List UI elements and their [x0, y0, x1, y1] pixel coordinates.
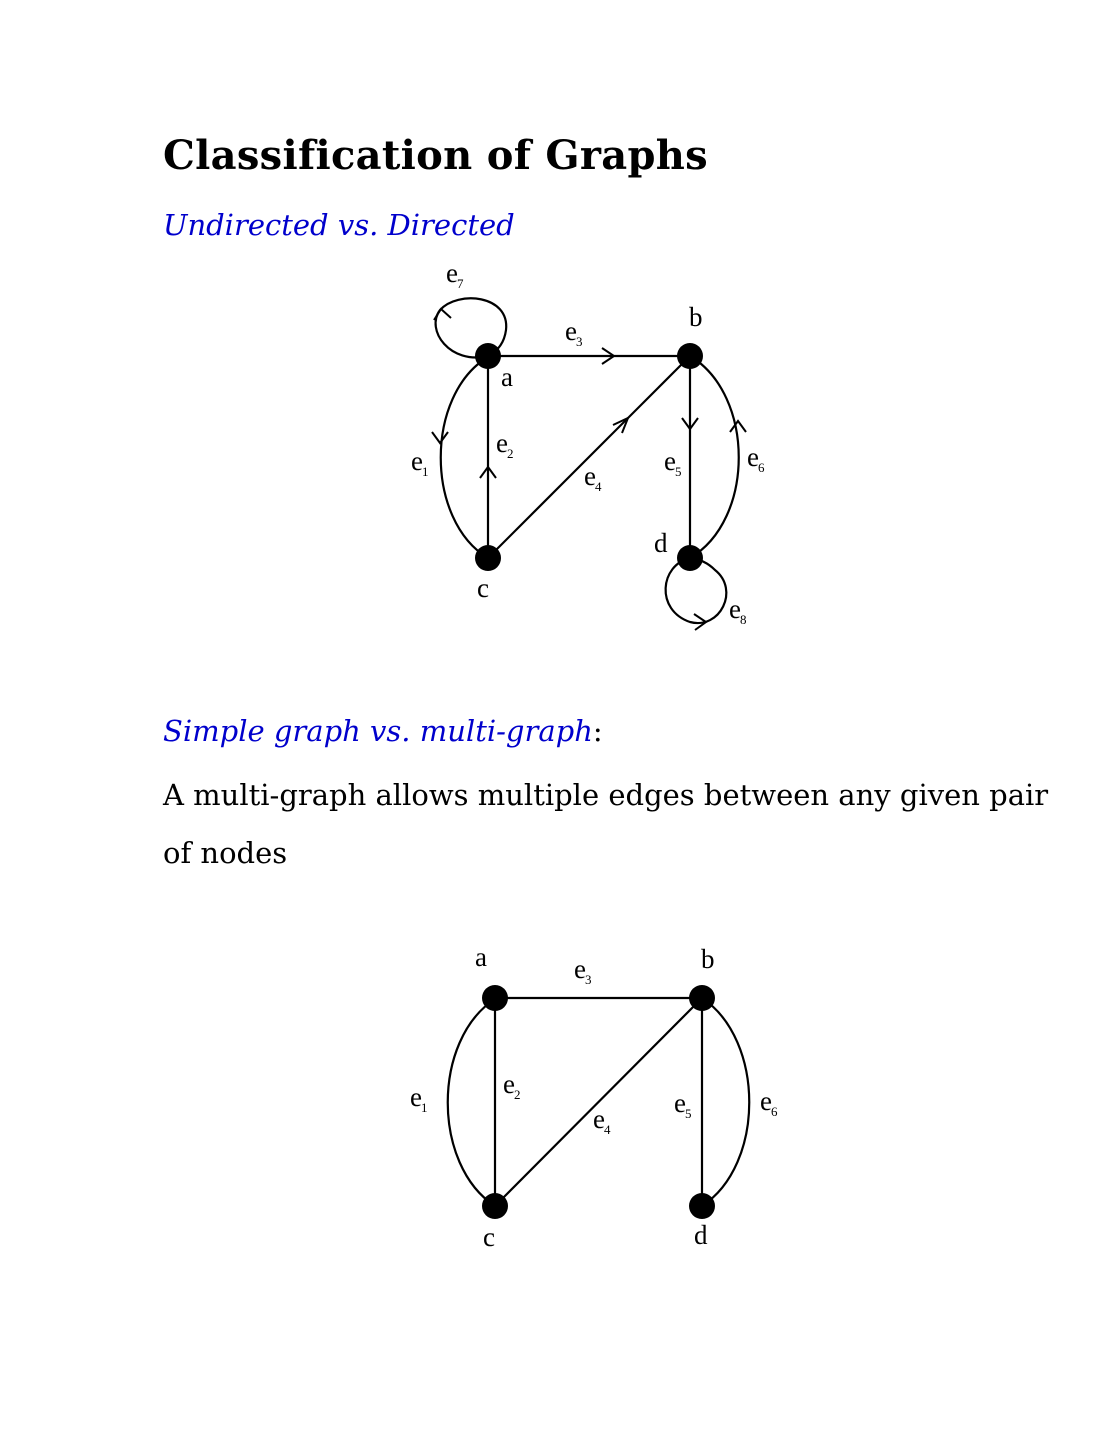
dg-node-label-d: d: [654, 528, 668, 558]
dg-edge-label-e6: e6: [747, 442, 765, 475]
page-title: Classification of Graphs: [163, 132, 708, 179]
mg-node-label-c: c: [483, 1222, 495, 1252]
mg-node-a: [482, 985, 508, 1011]
mg-node-label-b: b: [701, 944, 715, 974]
mg-node-c: [482, 1193, 508, 1219]
mg-node-label-a: a: [475, 942, 487, 972]
section-heading-multigraph-text: Simple graph vs. multi-graph: [163, 714, 593, 748]
mg-edge-e1: [448, 999, 495, 1206]
dg-node-label-b: b: [689, 302, 703, 332]
section-heading-colon: :: [592, 714, 603, 748]
section-heading-directed-text: Undirected vs. Directed: [163, 208, 515, 242]
mg-edge-label-e5: e5: [674, 1088, 692, 1121]
mg-edge-label-e4: e4: [593, 1104, 611, 1137]
dg-node-label-c: c: [477, 573, 489, 603]
dg-edge-label-e4: e4: [584, 461, 602, 494]
dg-edge-label-e5: e5: [664, 446, 682, 479]
mg-edge-label-e3: e3: [574, 954, 592, 987]
dg-node-label-a: a: [501, 362, 513, 392]
multigraph-description: A multi-graph allows multiple edges between any given pair of nodes: [163, 778, 1049, 870]
mg-edge-e4: [495, 998, 702, 1206]
mg-edge-label-e1: e1: [410, 1082, 428, 1115]
mg-edge-label-e2: e2: [503, 1069, 521, 1102]
mg-node-label-d: d: [694, 1220, 708, 1250]
mg-edge-e6: [702, 998, 749, 1206]
dg-edge-label-e7: e7: [446, 258, 464, 291]
mg-node-d: [689, 1193, 715, 1219]
dg-edge-label-e8: e8: [729, 594, 747, 627]
dg-edge-label-e2: e2: [496, 428, 514, 461]
dg-edge-label-e1: e1: [411, 446, 429, 479]
dg-edge-label-e3: e3: [565, 316, 583, 349]
mg-node-b: [689, 985, 715, 1011]
mg-edge-label-e6: e6: [760, 1086, 778, 1119]
